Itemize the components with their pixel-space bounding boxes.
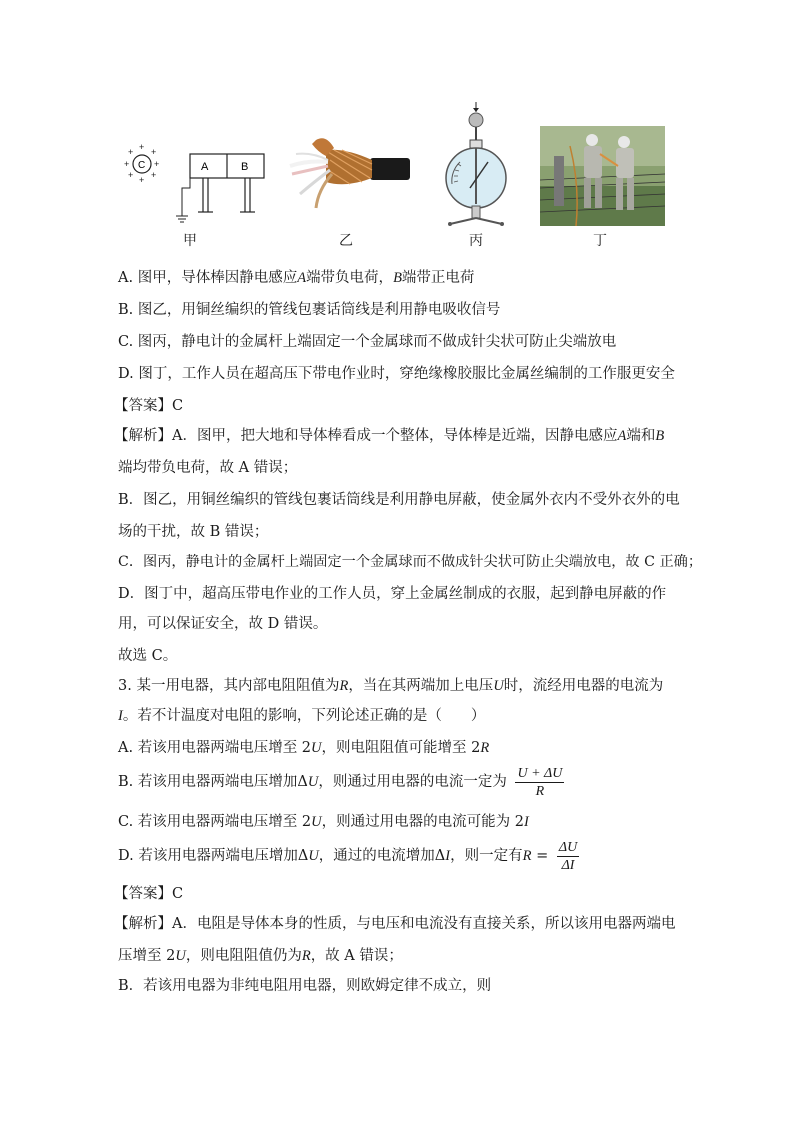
- q2-analysis-line-3: B．图乙，用铜丝编织的管线包裹话筒线是利用静电屏蔽，使金属外衣内不受外衣外的电: [118, 492, 680, 508]
- q3-option-d: D. 若该用电器两端电压增加ΔU，通过的电流增加ΔI，则一定有R = $\frac{\Delta U}{\Delta I}$: [118, 839, 578, 873]
- figure-yi: [286, 130, 416, 220]
- q2-option-c: C. 图丙，静电计的金属杆上端固定一个金属球而不做成针尖状可防止尖端放电: [118, 334, 617, 350]
- svg-text:+: +: [139, 142, 145, 152]
- q3-option-b: B. 若该用电器两端电压增加ΔU，则通过用电器的电流一定为 $\frac{U + \Delta U}{R}$: [118, 765, 563, 799]
- svg-text:+: +: [124, 159, 130, 169]
- caption-ding: 丁: [593, 233, 607, 249]
- q3-analysis-line-2: 压增至 2U，则电阻阻值仍为R，故 A 错误；: [118, 948, 403, 964]
- svg-text:+: +: [151, 147, 157, 157]
- q3-answer: 【答案】C: [114, 886, 184, 902]
- q2-option-a: A. 图甲，导体棒因静电感应A端带负电荷，B端带正电荷: [118, 270, 475, 286]
- q2-answer: 【答案】C: [114, 398, 184, 414]
- q3-analysis-line-1: 【解析】A．电阻是导体本身的性质，与电压和电流没有直接关系，所以该用电器两端电: [114, 916, 676, 932]
- svg-text:+: +: [139, 175, 145, 185]
- q3-stem-line-1: 3. 某一用电器，其内部电阻阻值为R，当在其两端加上电压U时，流经用电器的电流为: [118, 678, 664, 694]
- caption-bing: 丙: [469, 233, 483, 249]
- fraction-u-plus-du-over-r: $\frac{U + \Delta U}{R}$: [517, 765, 563, 799]
- fraction-du-over-di: $\frac{\Delta U}{\Delta I}$: [558, 839, 578, 873]
- sphere-label: C: [138, 160, 146, 171]
- q2-option-b: B. 图乙，用铜丝编织的管线包裹话筒线是利用静电吸收信号: [118, 302, 501, 318]
- svg-text:+: +: [151, 170, 157, 180]
- q2-analysis-line-1: 【解析】A．图甲，把大地和导体棒看成一个整体，导体棒是近端，因静电感应A端和B: [114, 428, 665, 444]
- q2-analysis-line-8: 故选 C。: [118, 648, 178, 664]
- svg-text:+: +: [128, 147, 134, 157]
- figure-row: [110, 100, 690, 260]
- workers-photo: [540, 126, 665, 226]
- q3-stem-line-2: I。若不计温度对电阻的影响，下列论述正确的是（ ）: [118, 708, 486, 724]
- q2-analysis-line-5: C．图丙，静电计的金属杆上端固定一个金属球而不做成针尖状可防止尖端放电，故 C 正确；: [118, 554, 703, 570]
- svg-text:+: +: [128, 170, 134, 180]
- box-label-a: A: [201, 161, 209, 173]
- caption-jia: 甲: [183, 233, 197, 249]
- q2-analysis-line-6: D．图丁中，超高压带电作业的工作人员，穿上金属丝制成的衣服，起到静电屏蔽的作: [118, 586, 667, 602]
- caption-yi: 乙: [339, 233, 353, 249]
- q3-option-a: A. 若该用电器两端电压增至 2U，则电阻阻值可能增至 2R: [118, 740, 490, 756]
- q2-analysis-line-2: 端均带负电荷，故 A 错误；: [118, 460, 298, 476]
- figure-bing: [430, 100, 520, 235]
- q2-option-d: D. 图丁，工作人员在超高压下带电作业时，穿绝缘橡胶服比金属丝编制的工作服更安全: [118, 366, 675, 382]
- svg-text:+: +: [154, 159, 160, 169]
- q2-analysis-line-7: 用，可以保证安全，故 D 错误。: [118, 616, 328, 632]
- q3-analysis-line-3: B．若该用电器为非纯电阻用电器，则欧姆定律不成立，则: [118, 978, 492, 994]
- q2-analysis-line-4: 场的干扰，故 B 错误；: [118, 524, 269, 540]
- figure-jia: [110, 140, 270, 240]
- q3-option-c: C. 若该用电器两端电压增至 2U，则通过用电器的电流可能为 2I: [118, 814, 529, 830]
- box-label-b: B: [241, 161, 249, 173]
